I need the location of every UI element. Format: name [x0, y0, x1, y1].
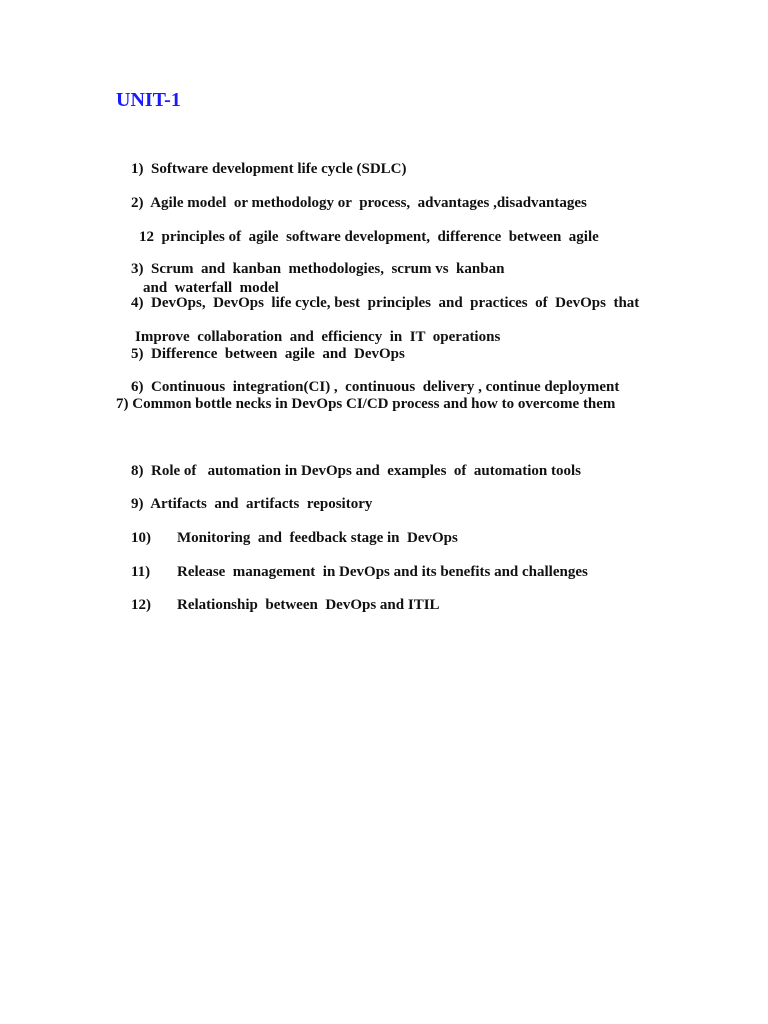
item-text: Common bottle necks in DevOps CI/CD process and how to overcome them	[132, 396, 616, 412]
item-number: 3)	[131, 261, 144, 277]
item-text: Monitoring and feedback stage in DevOps	[177, 530, 458, 546]
item-text: Agile model or methodology or process, advantages ,disadvantages	[150, 195, 587, 211]
item-number: 12)	[131, 597, 151, 613]
item-text: Scrum and kanban methodologies, scrum vs kanban	[151, 261, 505, 277]
item-text: Role of automation in DevOps and examples of automation tools	[151, 463, 582, 479]
item-number: 2)	[131, 195, 144, 211]
item-text-continuation: and waterfall model	[143, 280, 279, 296]
item-number: 1)	[131, 161, 144, 177]
item-number: 7)	[116, 396, 129, 412]
item-number: 9)	[131, 496, 144, 512]
item-text-continuation: 12 principles of agile software development, difference between agile	[139, 229, 599, 245]
item-number: 4)	[131, 295, 144, 311]
item-text: Continuous integration(CI) , continuous delivery , continue deployment	[151, 379, 620, 395]
list-item	[116, 580, 440, 631]
list-item	[116, 396, 651, 413]
item-text: Software development life cycle (SDLC)	[151, 161, 407, 177]
item-text: Artifacts and artifacts repository	[150, 496, 373, 512]
item-text: DevOps, DevOps life cycle, best principles and practices of DevOps that	[151, 295, 640, 311]
item-number: 5)	[131, 346, 144, 362]
item-number: 11)	[131, 564, 151, 580]
item-text: Difference between agile and DevOps	[151, 346, 405, 362]
item-number: 6)	[131, 379, 144, 395]
item-text: Release management in DevOps and its benefits and challenges	[177, 564, 588, 580]
item-text: Relationship between DevOps and ITIL	[177, 597, 440, 613]
page-title: UNIT-1	[116, 89, 181, 111]
item-text-continuation: Improve collaboration and efficiency in IT operations	[135, 329, 501, 345]
item-number: 8)	[131, 463, 144, 479]
item-number: 10)	[131, 530, 151, 546]
